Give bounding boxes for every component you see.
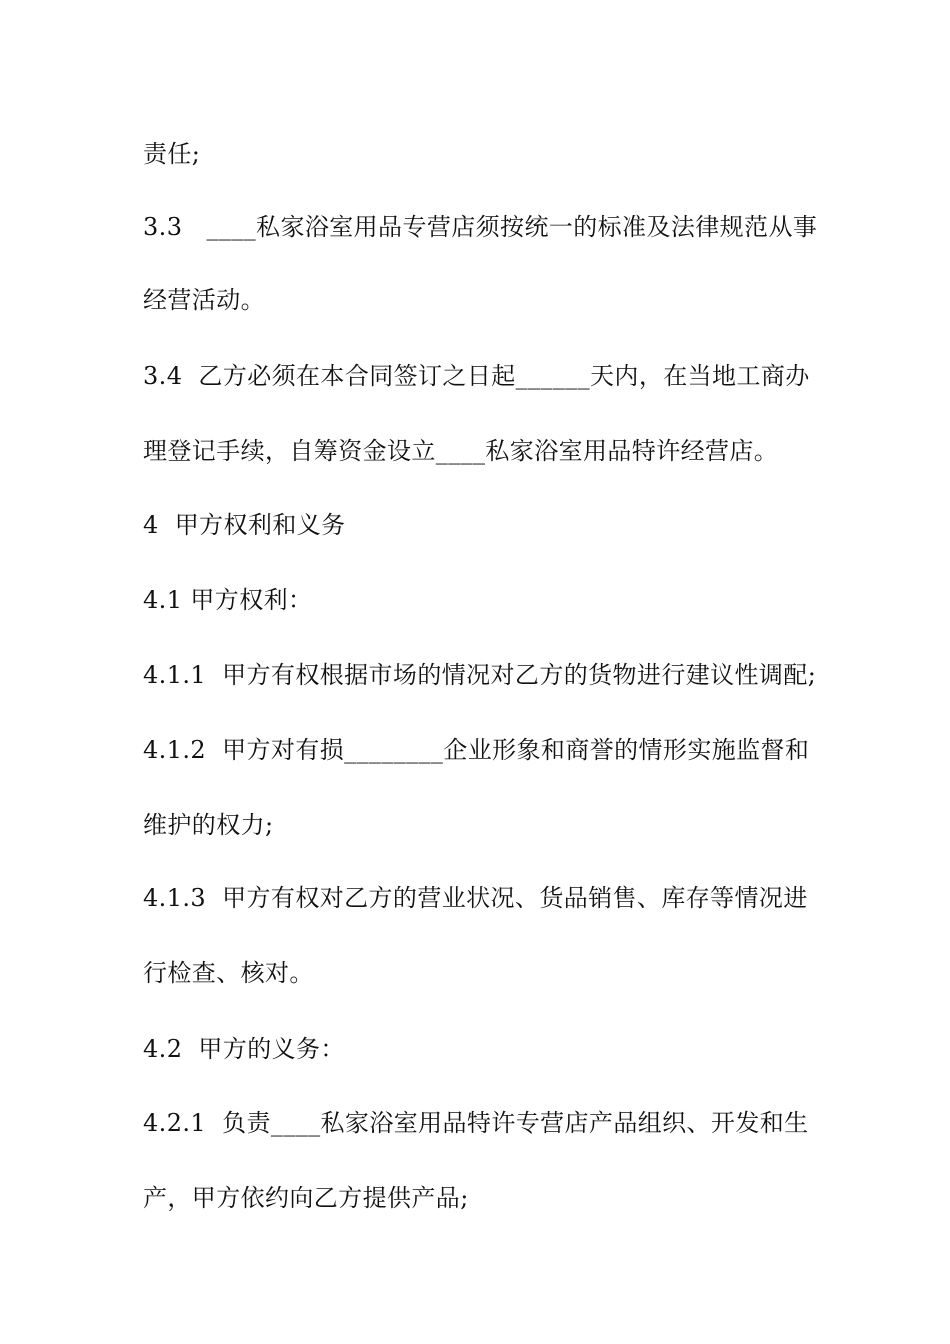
clause-4-1: 4.1 甲方权利： — [143, 586, 313, 614]
clause-4-2-1: 4.2.1 负责____私家浴室用品特许专营店产品组织、开发和生 — [143, 1109, 809, 1137]
clause-4-1-2: 4.1.2 甲方对有损________企业形象和商誉的情形实施监督和 — [143, 736, 810, 764]
clause-3-3: 3.3 ____私家浴室用品专营店须按统一的标准及法律规范从事 — [143, 213, 818, 241]
clause-4-1-1: 4.1.1 甲方有权根据市场的情况对乙方的货物进行建议性调配; — [143, 661, 817, 689]
clause-3-4: 3.4 乙方必须在本合同签订之日起______天内，在当地工商办 — [143, 362, 810, 390]
text-line: 维护的权力; — [143, 811, 274, 839]
clause-4-1-3: 4.1.3 甲方有权对乙方的营业状况、货品销售、库存等情况进 — [143, 884, 808, 912]
text-line: 理登记手续，自筹资金设立____私家浴室用品特许经营店。 — [143, 437, 779, 465]
text-line: 行检查、核对。 — [143, 959, 314, 987]
clause-4-2: 4.2 甲方的义务： — [143, 1035, 345, 1063]
text-line: 产，甲方依约向乙方提供产品; — [143, 1184, 469, 1212]
text-line: 经营活动。 — [143, 286, 265, 314]
section-heading-4: 4 甲方权利和义务 — [143, 511, 346, 539]
text-line: 责任; — [143, 140, 201, 168]
